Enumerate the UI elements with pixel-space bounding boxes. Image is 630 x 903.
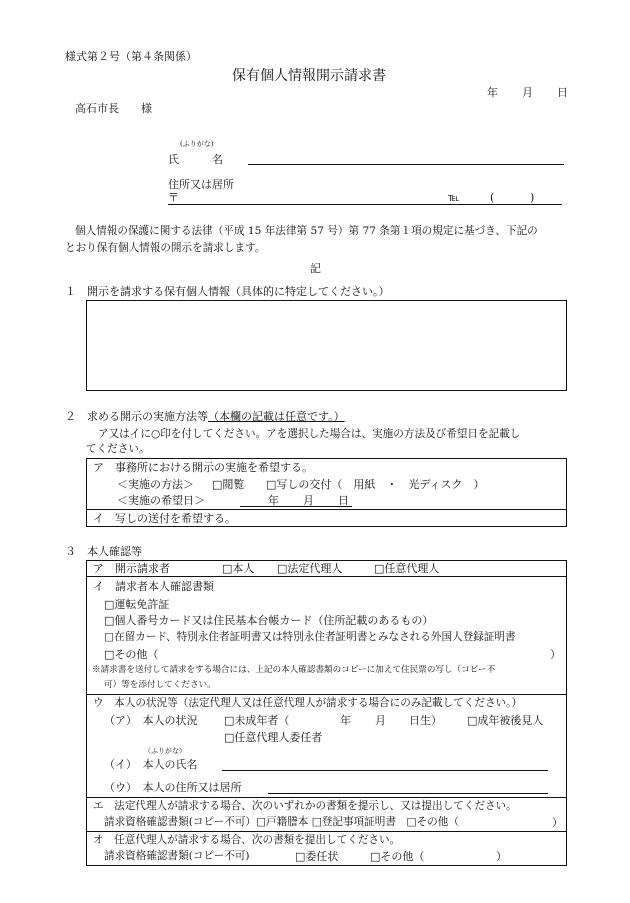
doc-residence-checkbox[interactable]: □在留カード、特別永住者証明書又は特別永住者証明書とみなされる外国人登録証明書	[104, 631, 516, 643]
desired-date-day: 日	[338, 494, 349, 507]
intro-line-2: とおり保有個人情報の開示を請求します。	[65, 242, 266, 254]
section3-divider-3	[86, 797, 567, 798]
desired-date-year: 年	[268, 494, 279, 507]
section2-instruction-2: てください。	[86, 443, 150, 455]
status-voluntary-checkbox[interactable]: □任意代理人委任者	[224, 731, 323, 744]
principal-status-label: （ア） 本人の状況	[104, 714, 198, 727]
doc-other-close: ）	[550, 648, 561, 661]
section3-heading: ３ 本人確認等	[65, 545, 142, 558]
principal-furigana-label: （ふりがな）	[144, 747, 186, 755]
method-view-checkbox[interactable]: □閲覧	[212, 478, 245, 491]
doc-other-checkbox[interactable]: □その他（	[104, 648, 159, 661]
desired-date-month: 月	[303, 494, 314, 507]
section2-instruction-1: ア又はイに○印を付してください。アを選択した場合は、実施の方法及び希望日を記載し	[98, 428, 521, 440]
legal-proxy-close: ）	[552, 816, 563, 829]
requester-voluntary-checkbox[interactable]: □任意代理人	[374, 562, 440, 575]
page-title: 保有個人情報開示請求書	[232, 68, 386, 84]
postal-mark: 〒	[168, 191, 179, 204]
requester-label: ア 開示請求者	[93, 562, 170, 575]
section2-option-a[interactable]: ア 事務所における開示の実施を希望する。	[93, 461, 313, 474]
voluntary-other-close: ）	[496, 850, 507, 863]
status-minor-checkbox[interactable]: □未成年者（	[224, 714, 290, 727]
requester-legal-checkbox[interactable]: □法定代理人	[277, 562, 343, 575]
desired-date-label: ＜実施の希望日＞	[117, 494, 205, 507]
tel-paren-close: )	[530, 191, 535, 204]
principal-name-field[interactable]	[222, 770, 548, 771]
method-copy-checkbox[interactable]: □写しの交付（ 用紙 ・ 光ディスク ）	[266, 478, 485, 491]
status-minor-year: 年	[340, 714, 351, 727]
date-year-label: 年	[487, 86, 498, 99]
section2-divider	[86, 509, 567, 510]
section2-option-i[interactable]: イ 写しの送付を希望する。	[93, 512, 236, 525]
addressee: 高石市長 様	[75, 102, 152, 115]
tel-icon: ℡	[448, 191, 460, 204]
method-label: ＜実施の方法＞	[117, 478, 194, 491]
voluntary-other-checkbox[interactable]: □その他（	[370, 850, 425, 863]
applicant-name-label: 氏 名	[168, 153, 223, 166]
applicant-furigana-label: (ふりがな)	[180, 140, 214, 148]
applicant-address-field[interactable]	[168, 204, 562, 205]
status-minor-born: 日生）	[409, 714, 442, 727]
principal-address-field[interactable]	[268, 793, 548, 794]
section3-divider-1	[86, 576, 567, 577]
desired-date-field[interactable]	[240, 506, 352, 507]
section2-heading	[65, 410, 345, 423]
id-docs-note-2: 可）等を添付してください。	[104, 680, 216, 690]
status-adult-ward-checkbox[interactable]: □成年被後見人	[467, 714, 544, 727]
ki-label: 記	[310, 262, 321, 275]
requester-self-checkbox[interactable]: □本人	[222, 562, 255, 575]
tel-paren-open: (	[490, 191, 495, 204]
principal-address-label: （ウ） 本人の住所又は居所	[104, 781, 242, 794]
section1-heading: １ 開示を請求する保有個人情報（具体的に特定してください。）	[65, 285, 390, 298]
legal-proxy-docs[interactable]: 請求資格確認書類(コピー不可）□戸籍謄本 □登記事項証明書 □その他（	[104, 816, 459, 828]
section3-divider-2	[86, 694, 567, 695]
date-day-label: 日	[557, 86, 568, 99]
date-month-label: 月	[522, 86, 533, 99]
status-minor-month: 月	[375, 714, 386, 727]
applicant-name-field[interactable]	[248, 164, 564, 165]
requested-info-field[interactable]	[86, 300, 567, 391]
intro-line-1: 個人情報の保護に関する法律（平成 15 年法律第 57 号）第 77 条第１項の規定に基づき、下記の	[75, 225, 538, 237]
form-number: 様式第２号（第４条関係）	[65, 50, 197, 63]
id-docs-label: イ 請求者本人確認書類	[93, 580, 214, 593]
section2-heading-text: ２ 求める開示の実施方法等	[65, 410, 208, 423]
doc-license-checkbox[interactable]: □運転免許証	[104, 598, 170, 611]
doc-mynumber-checkbox[interactable]: □個人番号カード又は住民基本台帳カード（住所記載のあるもの）	[104, 614, 434, 627]
applicant-address-label: 住所又は居所	[168, 178, 234, 191]
section2-heading-note: （本欄の記載は任意です。）	[208, 410, 345, 423]
section3-divider-4	[86, 831, 567, 832]
voluntary-proxy-docs-label: 請求資格確認書類(コピー不可)	[104, 850, 250, 862]
legal-proxy-heading: エ 法定代理人が請求する場合、次のいずれかの書類を提示し、又は提出してください。	[93, 800, 517, 812]
id-docs-note-1: ※請求書を送付して請求をする場合には、上記の本人確認書類のコピーに加えて住民票の写し（コピー不	[92, 665, 496, 675]
principal-name-label: （イ） 本人の氏名	[104, 758, 198, 771]
proxy-letter-checkbox[interactable]: □委任状	[295, 850, 339, 863]
voluntary-proxy-heading: オ 任意代理人が請求する場合、次の書類を提出してください。	[93, 834, 401, 846]
principal-status-heading: ウ 本人の状況等（法定代理人又は任意代理人が請求する場合にのみ記載してください。）	[93, 697, 523, 709]
